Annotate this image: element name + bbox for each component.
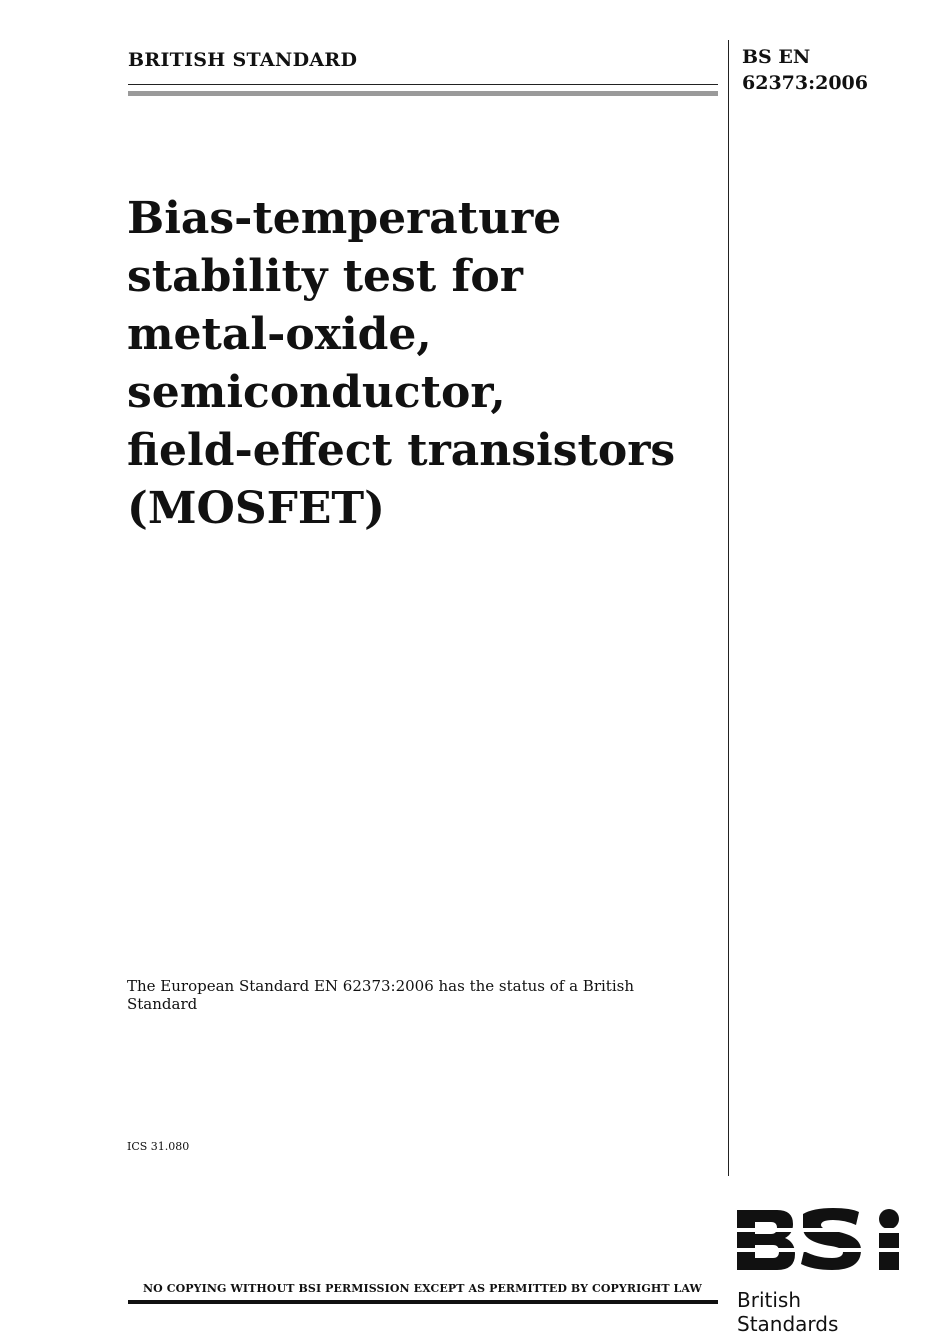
title-line: (MOSFET) [127, 483, 385, 534]
title-line: metal-oxide, [127, 309, 432, 360]
title-line: stability test for [127, 251, 523, 302]
standard-number-line1: BS EN [742, 46, 811, 68]
document-title [127, 190, 717, 538]
title-line: Bias-temperature [127, 193, 562, 244]
title-line: field-effect transistors [127, 425, 676, 476]
logo-subtitle: British Standards [737, 1288, 839, 1336]
footer-rule [128, 1300, 718, 1304]
header-rule-thick [128, 91, 718, 96]
vertical-divider [728, 40, 729, 1176]
copyright-notice: NO COPYING WITHOUT BSI PERMISSION EXCEPT AS PERMITTED BY COPYRIGHT LAW [143, 1282, 702, 1295]
status-statement: The European Standard EN 62373:2006 has the status of a British Standard [127, 977, 634, 1013]
title-line: semiconductor, [127, 367, 506, 418]
standard-number-line2: 62373:2006 [742, 72, 868, 94]
header-rule [128, 84, 718, 85]
document-type: BRITISH STANDARD [128, 49, 358, 71]
standard-number [742, 44, 868, 96]
ics-code: ICS 31.080 [127, 1140, 190, 1153]
